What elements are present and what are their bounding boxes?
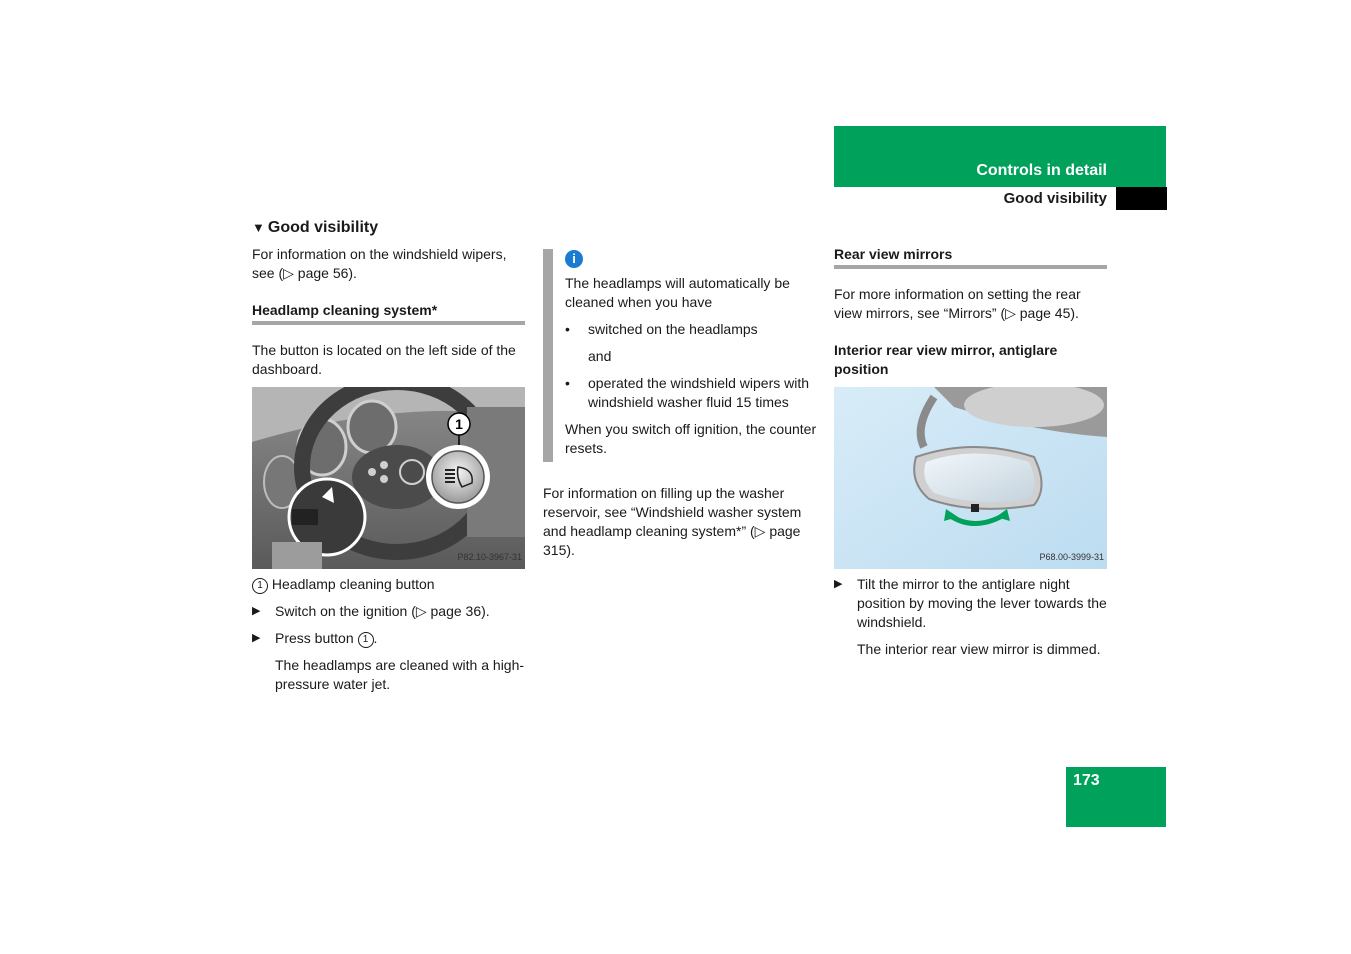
arrow-right-icon: ▶ bbox=[252, 605, 261, 617]
header-tab bbox=[834, 126, 1166, 187]
step-ignition bbox=[252, 602, 525, 621]
page-number: 173 bbox=[1073, 772, 1100, 789]
step-press-button bbox=[252, 629, 525, 694]
bullet-item bbox=[565, 320, 818, 339]
figure-legend bbox=[252, 575, 525, 594]
mirror-illustration bbox=[834, 387, 1107, 569]
bullet-item bbox=[565, 374, 818, 412]
callout-badge: 1 bbox=[252, 578, 268, 594]
column-middle bbox=[543, 249, 818, 568]
bullet-text: operated the windshield wipers with windshield washer fluid 15 times bbox=[588, 375, 810, 410]
subsection-title: Good visibility bbox=[1003, 190, 1107, 207]
and-text: and bbox=[588, 348, 612, 364]
header-tab-marker bbox=[1116, 187, 1167, 210]
mirrors-reference: For more information on setting the rear view mirrors, see “Mirrors” (▷ page 45). bbox=[834, 286, 1081, 321]
arrow-right-icon: ▶ bbox=[834, 578, 843, 590]
dashboard-illustration bbox=[252, 387, 525, 569]
step-result: The headlamps are cleaned with a high-pressure water jet. bbox=[275, 657, 525, 692]
triangle-down-icon: ▼ bbox=[252, 220, 265, 235]
legend-text: Headlamp cleaning button bbox=[271, 576, 435, 592]
step-text-end: . bbox=[373, 630, 378, 646]
step-text: Switch on the ignition (▷ page 36). bbox=[275, 603, 490, 619]
step-tilt-mirror bbox=[834, 575, 1107, 659]
rear-view-mirrors-heading: Rear view mirrors bbox=[834, 245, 1107, 269]
info-box bbox=[543, 249, 818, 462]
callout-number: 1 bbox=[455, 416, 463, 432]
step-result: The interior rear view mirror is dimmed. bbox=[857, 641, 1101, 657]
section-heading-text: Good visibility bbox=[267, 219, 379, 236]
info-intro: The headlamps will automatically be cleaned when you have bbox=[565, 275, 790, 310]
callout-badge: 1 bbox=[358, 632, 374, 648]
antiglare-heading: Interior rear view mirror, antiglare position bbox=[834, 342, 1058, 377]
step-text: Press button bbox=[275, 630, 358, 646]
mirror-figure bbox=[834, 387, 1107, 569]
arrow-right-icon: ▶ bbox=[252, 632, 261, 644]
section-title: Controls in detail bbox=[976, 162, 1107, 179]
page-number-box bbox=[1066, 767, 1166, 827]
step-text: Tilt the mirror to the antiglare night position by moving the lever towards the windshield. bbox=[857, 576, 1107, 630]
washer-reference: For information on filling up the washer reservoir, see “Windshield washer system and headlamp cleaning system*” (▷ page 315). bbox=[543, 485, 802, 558]
column-right bbox=[834, 245, 1107, 667]
section-heading bbox=[252, 218, 525, 237]
info-end: When you switch off ignition, the counter resets. bbox=[565, 421, 817, 456]
dashboard-figure bbox=[252, 387, 525, 569]
figure-code: P82.10-3967-31 bbox=[457, 552, 522, 562]
wipers-reference: For information on the windshield wipers, see (▷ page 56). bbox=[252, 246, 507, 281]
bullet-dot-icon: • bbox=[565, 321, 570, 337]
info-icon: i bbox=[565, 250, 583, 268]
headlamp-cleaning-heading: Headlamp cleaning system* bbox=[252, 301, 525, 325]
button-location-text: The button is located on the left side of the dashboard. bbox=[252, 342, 516, 377]
column-left bbox=[252, 218, 525, 702]
figure-code: P68.00-3999-31 bbox=[1039, 552, 1104, 562]
bullet-dot-icon: • bbox=[565, 375, 570, 391]
bullet-text: switched on the headlamps bbox=[588, 321, 758, 337]
